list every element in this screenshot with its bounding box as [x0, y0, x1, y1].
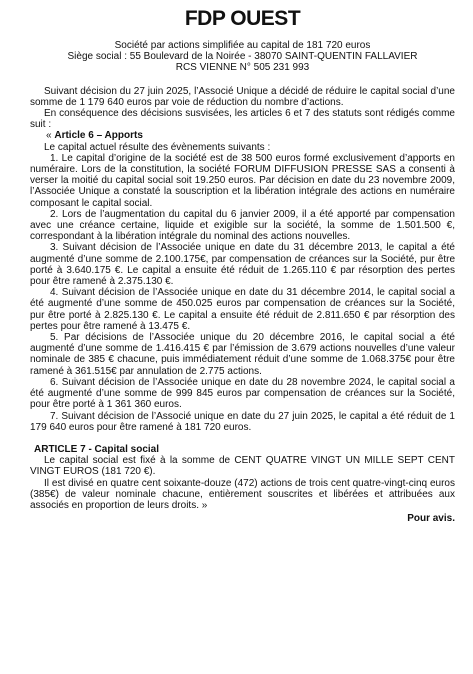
- company-address-line: Siège social : 55 Boulevard de la Noirée - 38070 SAINT-QUENTIN FALLAVIER: [67, 51, 418, 63]
- opening-quote: «: [46, 130, 55, 142]
- article-7-paragraph-2: Il est divisé en quatre cent soixante-douze (472) actions de trois cent quatre-vingt-cinq euros (385€) de valeur nominale chacune, entièrement souscrites et libérées et attribuées aux associés en proportion de leurs droits. »: [30, 477, 455, 511]
- company-rcs-line: RCS VIENNE N° 505 231 993: [175, 62, 310, 74]
- article-6-heading-line: [30, 130, 455, 141]
- article-6-item: 3. Suivant décision de l’Associée unique en date du 31 décembre 2013, le capital a été augmenté d’une somme de 2.100.175€, par compensation de créances sur la Société, pur être porté à 3.640.175 €. Le capital a ensuite été réduit de 1.265.110 € par résorption des pertes pour être ramené à 2.375.130 €.: [30, 242, 455, 288]
- company-capital-line: Société par actions simplifiée au capital de 181 720 euros: [114, 40, 371, 51]
- signature: Pour avis.: [407, 513, 455, 525]
- article-7-paragraph-1: Le capital social est fixé à la somme de CENT QUATRE VINGT UN MILLE SEPT CENT VINGT EUROS (181 720 €).: [30, 455, 455, 478]
- article-6-heading: Article 6 – Apports: [54, 130, 143, 142]
- company-header: [30, 40, 455, 74]
- article-6-item: 4. Suivant décision de l’Associée unique en date du 31 décembre 2014, le capital social a été augmenté d’une somme de 450.025 euros par compensation de créances sur la Société, pur être porté à 2.825.130 €. Le capital a ensuite été réduit de 2.811.650 € par résorption des pertes pour être ramené à 13.475 €.: [30, 287, 455, 332]
- article-6-item: 7. Suivant décision de l’Associé unique en date du 27 juin 2025, le capital a été réduit de 1 179 640 euros pour être ramené à 181 720 euros.: [30, 410, 455, 433]
- article-6-lead: Le capital actuel résulte des évènements suivants :: [44, 141, 271, 153]
- intro-paragraph-2: En conséquence des décisions susvisées, les articles 6 et 7 des statuts sont rédigés comme suit :: [30, 108, 455, 131]
- article-7-heading: ARTICLE 7 - Capital social: [34, 443, 160, 455]
- article-6-item: 2. Lors de l’augmentation du capital du 6 janvier 2009, il a été apporté par compensation avec une créance certaine, liquide et exigible sur la société, la somme de 1.501.500 €, correspondant à la libération intégrale du nominal des actions nouvelles.: [30, 208, 455, 243]
- article-6-item: 1. Le capital d’origine de la société est de 38 500 euros formé exclusivement d’apports en numéraire. Lors de la constitution, la société FORUM DIFFUSION PRESSE SAS a consenti à verser la moitié du capital social soit 19.250 euros. Par décision en date du 23 novembre 2009, l’Associée Unique a constaté la souscription et la libération intégrale des actions en numéraire composant le capital social.: [30, 152, 455, 209]
- company-title: FDP OUEST: [184, 7, 301, 30]
- article-6-item: 5. Par décisions de l’Associée unique du 20 décembre 2016, le capital social a été augmenté d’une somme de 1.416.415 € par l’émission de 3.679 actions nouvelles d’une valeur nominale de 385 € chacune, puis immédiatement réduit d’une somme de 1.068.375€ pour être ramené à 361.515€ par annulation de 2.775 actions.: [30, 332, 455, 377]
- article-6-item: 6. Suivant décision de l’Associée unique en date du 28 novembre 2024, le capital social a été augmenté d’une somme de 999 845 euros par compensation de créances sur la Société, pour être porté à 1 361 360 euros.: [30, 376, 455, 411]
- intro-paragraph-1: Suivant décision du 27 juin 2025, l’Associé Unique a décidé de réduire le capital social d’une somme de 1 179 640 euros par voie de réduction du nombre d’actions.: [30, 85, 455, 108]
